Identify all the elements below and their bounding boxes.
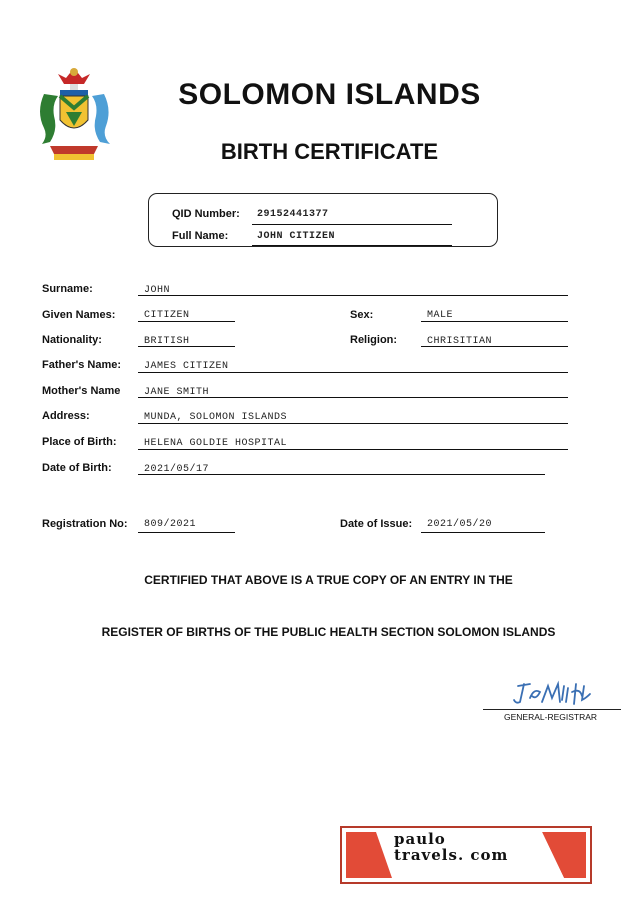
signature-icon (510, 678, 594, 708)
date-of-birth-value: 2021/05/17 (144, 464, 210, 475)
sex-underline (421, 321, 568, 322)
qid-label: QID Number: (172, 208, 240, 220)
fullname-label: Full Name: (172, 230, 229, 242)
date-of-birth-label: Date of Birth: (42, 462, 112, 474)
date-of-issue-value: 2021/05/20 (427, 519, 493, 530)
country-title: SOLOMON ISLANDS (178, 78, 481, 111)
surname-value: JOHN (144, 285, 171, 296)
qid-value: 29152441377 (257, 209, 329, 220)
place-of-birth-underline (138, 449, 568, 450)
signature-line (483, 709, 621, 710)
nationality-label: Nationality: (42, 334, 102, 346)
signature-title: GENERAL-REGISTRAR (504, 712, 598, 722)
father-name-underline (138, 372, 568, 373)
fullname-value: JOHN CITIZEN (257, 231, 336, 242)
watermark-text: paulo travels. com (394, 830, 509, 864)
given-names-label: Given Names: (42, 309, 116, 321)
watermark-logo (340, 826, 592, 884)
surname-underline (138, 295, 568, 296)
given-names-value: CITIZEN (144, 310, 190, 321)
address-value: MUNDA, SOLOMON ISLANDS (144, 412, 288, 423)
given-names-underline (138, 321, 235, 322)
qid-underline (252, 224, 452, 225)
father-name-label: Father's Name: (42, 359, 122, 371)
father-name-value: JAMES CITIZEN (144, 361, 229, 372)
date-of-issue-label: Date of Issue: (340, 518, 413, 530)
surname-label: Surname: (42, 283, 93, 295)
nationality-underline (138, 346, 235, 347)
registration-no-underline (138, 532, 235, 533)
place-of-birth-label: Place of Birth: (42, 436, 117, 448)
religion-label: Religion: (350, 334, 398, 346)
religion-value: CHRISITIAN (427, 336, 493, 347)
document-title: BIRTH CERTIFICATE (220, 139, 439, 164)
sex-value: MALE (427, 310, 454, 321)
certification-line-2: REGISTER OF BIRTHS OF THE PUBLIC HEALTH SECTION SOLOMON ISLANDS (101, 625, 556, 639)
mother-name-value: JANE SMITH (144, 387, 210, 398)
address-underline (138, 423, 568, 424)
certification-line-1: CERTIFIED THAT ABOVE IS A TRUE COPY OF AN ENTRY IN THE (144, 573, 513, 587)
mother-name-underline (138, 397, 568, 398)
registration-no-label: Registration No: (42, 518, 128, 530)
nationality-value: BRITISH (144, 336, 190, 347)
sex-label: Sex: (350, 309, 374, 321)
place-of-birth-value: HELENA GOLDIE HOSPITAL (144, 438, 288, 449)
mother-name-label: Mother's Name (42, 385, 121, 397)
date-of-issue-underline (421, 532, 545, 533)
religion-underline (421, 346, 568, 347)
address-label: Address: (42, 410, 90, 422)
registration-no-value: 809/2021 (144, 519, 197, 530)
date-of-birth-underline (138, 474, 545, 475)
fullname-underline (252, 245, 452, 246)
